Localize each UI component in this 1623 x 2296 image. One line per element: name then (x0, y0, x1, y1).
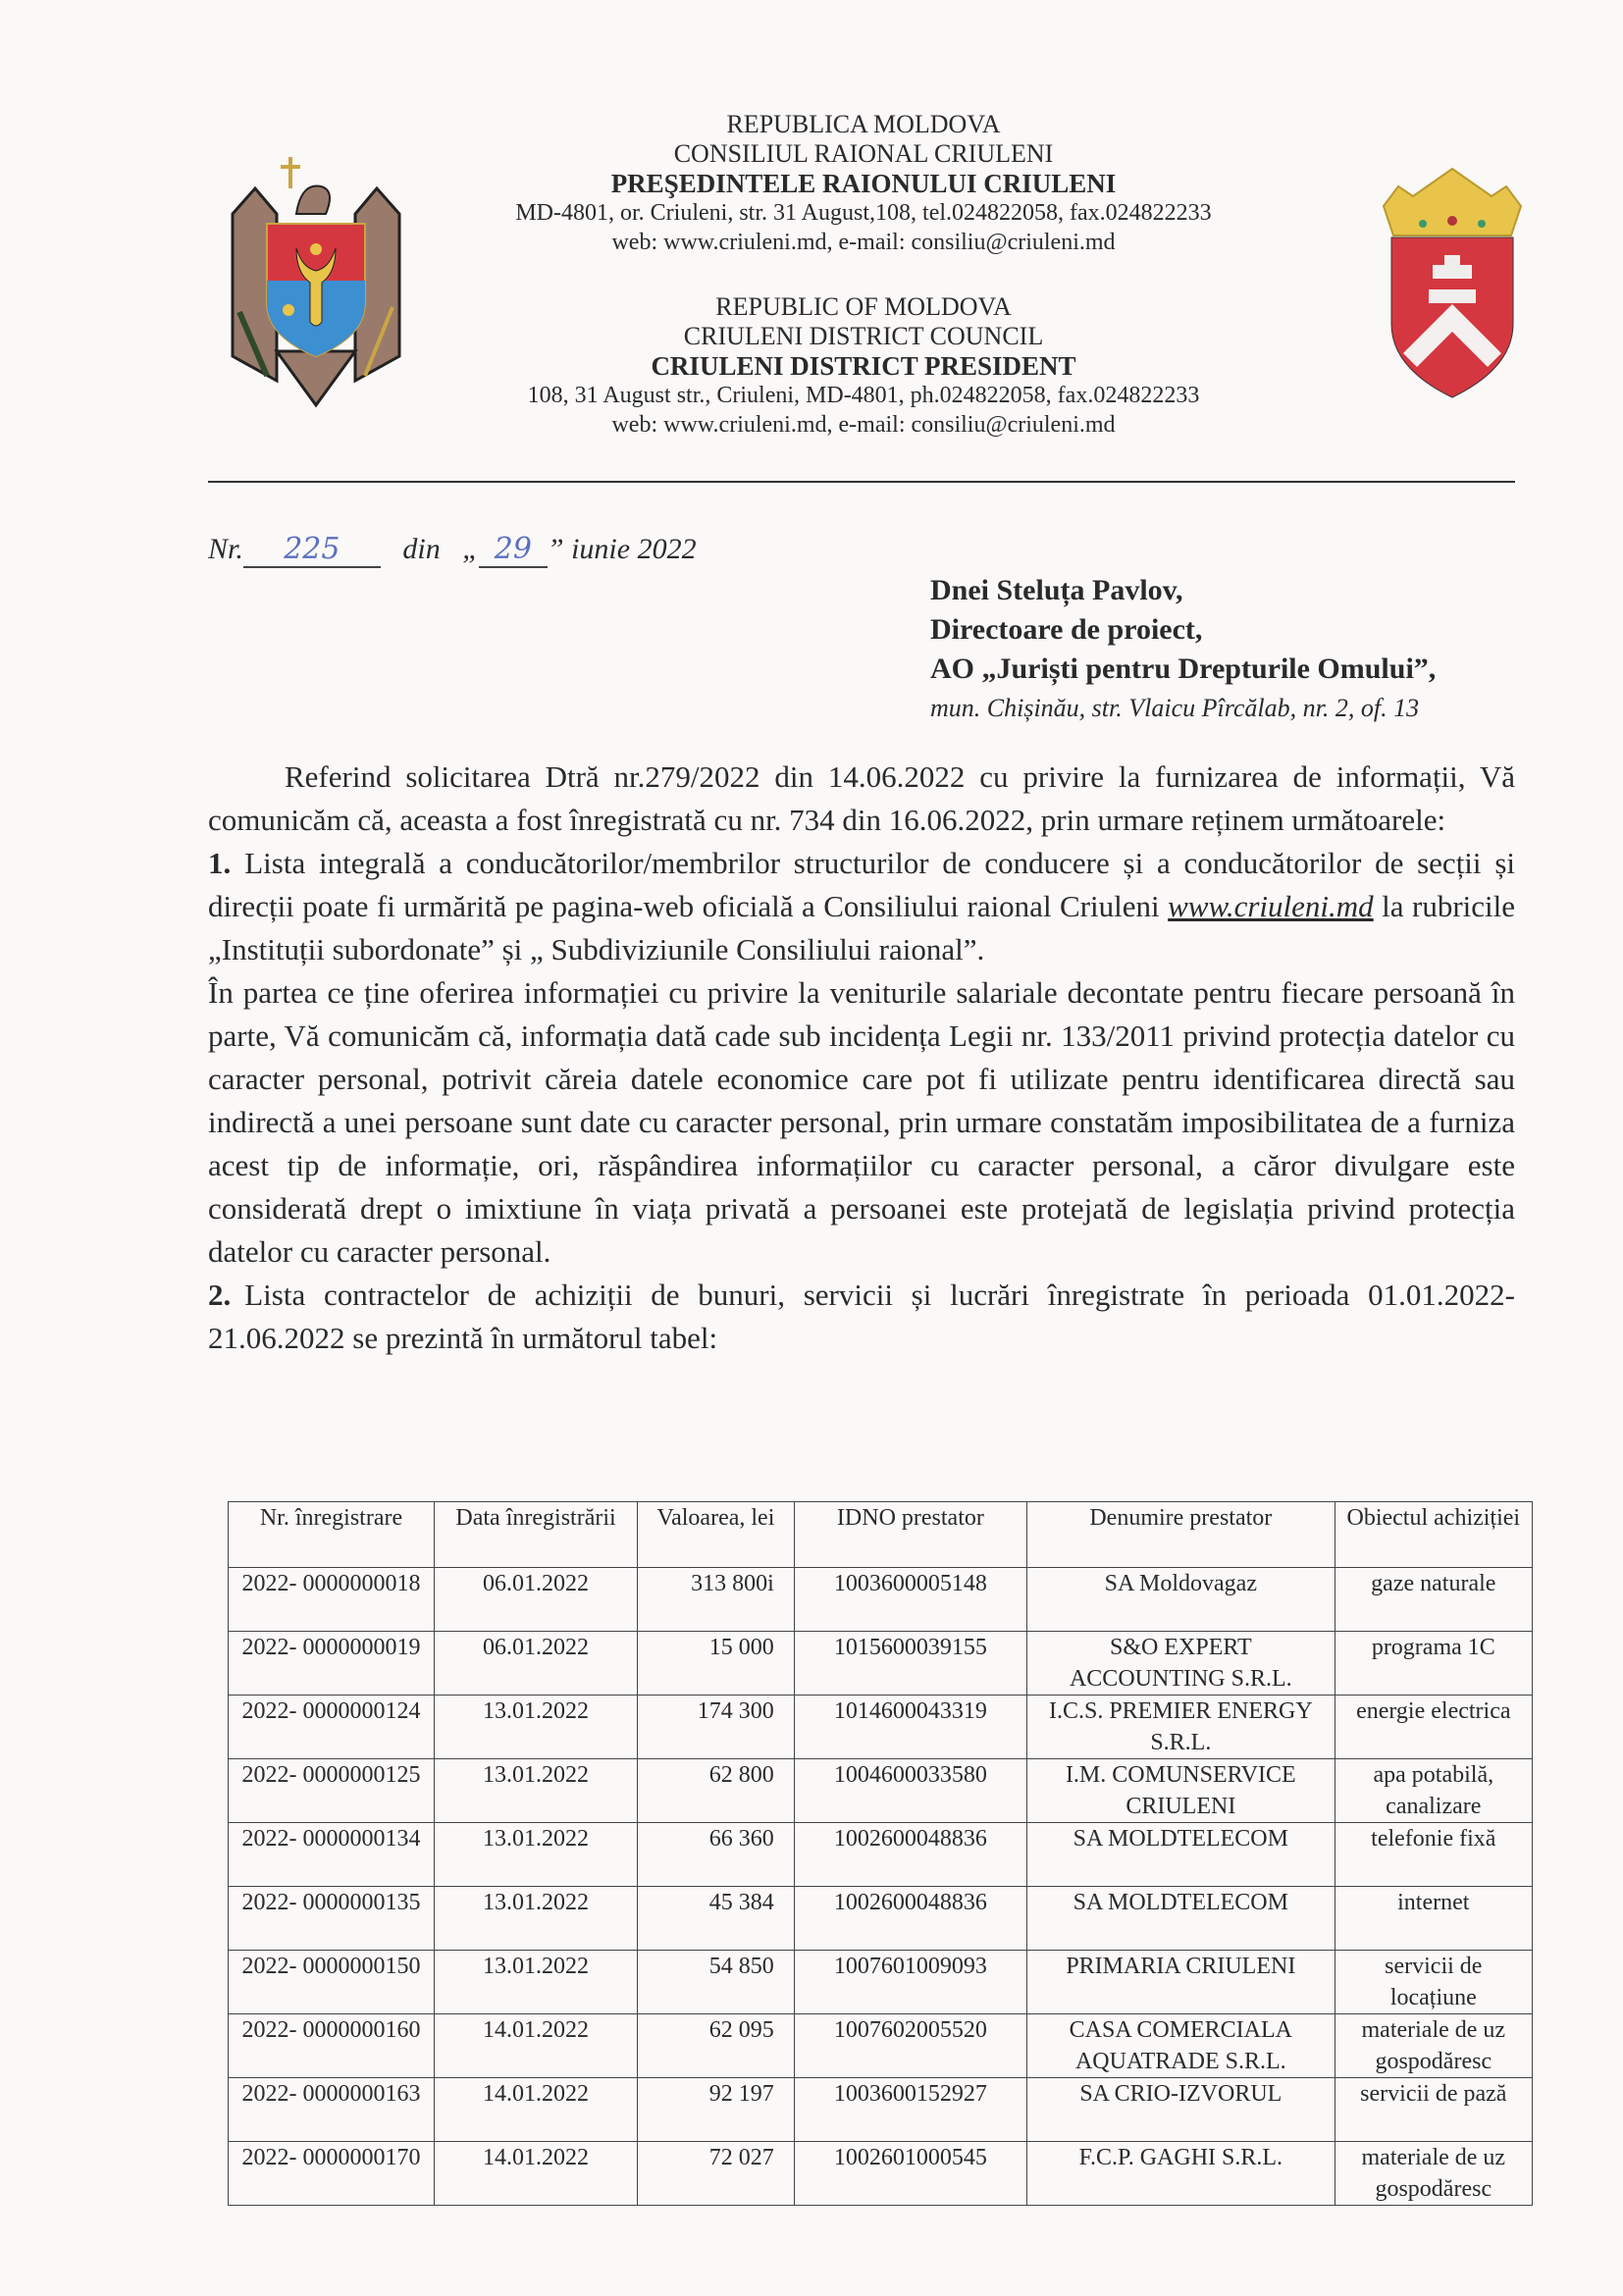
moldova-coat-of-arms-icon (228, 155, 404, 412)
country-name-en: REPUBLIC OF MOLDOVA (715, 292, 1012, 321)
cell-date: 13.01.2022 (434, 1696, 637, 1759)
reference-line (208, 532, 697, 568)
cell-value: 62 095 (638, 2014, 795, 2078)
cell-nr: 2022- 0000000018 (229, 1568, 435, 1632)
cell-idno: 1002601000545 (794, 2142, 1026, 2206)
cell-idno: 1004600033580 (794, 1759, 1026, 1823)
council-name-en: CRIULENI DISTRICT COUNCIL (683, 322, 1044, 350)
cell-idno: 1003600005148 (794, 1568, 1026, 1632)
country-name: REPUBLICA MOLDOVA (726, 110, 1001, 138)
council-name: CONSILIUL RAIONAL CRIULENI (673, 139, 1054, 168)
reference-month-year: iunie 2022 (571, 533, 697, 565)
letterhead-romanian (432, 110, 1295, 257)
cell-date: 13.01.2022 (434, 1759, 637, 1823)
cell-nr: 2022- 0000000163 (229, 2078, 435, 2142)
table-row (229, 1632, 1533, 1696)
table-row (229, 1951, 1533, 2014)
item-1-text-a: Lista integrală a conducătorilor/membrilor structurilor de conducere și a conducătorilor de secții și direcții poate fi urmărită pe pagina-web oficială a Consiliului raional Criuleni (208, 846, 1515, 923)
item-1-text-b: la rubricile „Instituții subordonate” și „ Subdiviziunile Consiliului raional”. (208, 889, 1516, 966)
cell-value: 66 360 (638, 1823, 795, 1887)
cell-object: programa 1C (1335, 1632, 1532, 1696)
cell-value: 92 197 (638, 2078, 795, 2142)
cell-date: 06.01.2022 (434, 1632, 637, 1696)
table-row (229, 2014, 1533, 2078)
cell-object: energie electrica (1335, 1696, 1532, 1759)
col-header-provider: Denumire prestator (1027, 1502, 1335, 1568)
cell-date: 14.01.2022 (434, 2014, 637, 2078)
recipient-title: Directoare de proiect, (930, 613, 1203, 646)
cell-nr: 2022- 0000000160 (229, 2014, 435, 2078)
reference-number: 225 (243, 532, 381, 568)
cell-provider: SA CRIO-IZVORUL (1027, 2078, 1335, 2142)
item-2-text: Lista contractelor de achiziții de bunuri, servicii și lucrări înregistrate în perioada 01.01.2022- 21.06.2022 se prezintă în următorul tabel: (208, 1278, 1515, 1355)
table-row (229, 1568, 1533, 1632)
table-row (229, 1759, 1533, 1823)
table-row (229, 2142, 1533, 2206)
cell-value: 45 384 (638, 1887, 795, 1951)
reference-day: 29 (479, 532, 548, 568)
criuleni-coat-of-arms-icon (1364, 157, 1541, 402)
nr-label: Nr. (208, 533, 243, 565)
cell-provider: I.M. COMUNSERVICE CRIULENI (1027, 1759, 1335, 1823)
letterhead-english (432, 292, 1295, 440)
item-2-paragraph (208, 1274, 1515, 1360)
cell-nr: 2022- 0000000134 (229, 1823, 435, 1887)
letter-body (208, 756, 1515, 1360)
cell-object: internet (1335, 1887, 1532, 1951)
recipient-org: AO „Juriști pentru Drepturile Omului”, (930, 652, 1437, 685)
cell-value: 54 850 (638, 1951, 795, 2014)
cell-value: 62 800 (638, 1759, 795, 1823)
cell-object: telefonie fixă (1335, 1823, 1532, 1887)
cell-idno: 1003600152927 (794, 2078, 1026, 2142)
din-label: din (402, 533, 441, 565)
cell-object: gaze naturale (1335, 1568, 1532, 1632)
cell-provider: SA Moldovagaz (1027, 1568, 1335, 1632)
cell-date: 13.01.2022 (434, 1887, 637, 1951)
cell-object: materiale de uz gospodăresc (1335, 2142, 1532, 2206)
cell-idno: 1002600048836 (794, 1887, 1026, 1951)
cell-idno: 1002600048836 (794, 1823, 1026, 1887)
cell-date: 14.01.2022 (434, 2078, 637, 2142)
recipient-name: Dnei Steluța Pavlov, (930, 574, 1183, 606)
cell-date: 13.01.2022 (434, 1823, 637, 1887)
cell-value: 72 027 (638, 2142, 795, 2206)
col-header-object: Obiectul achiziției (1335, 1502, 1532, 1568)
intro-paragraph: Referind solicitarea Dtră nr.279/2022 din 14.06.2022 cu privire la furnizarea de informații, Vă comunicăm că, aceasta a fost înregistrată cu nr. 734 din 16.06.2022, prin urmare reținem următoarele: (208, 759, 1515, 837)
cell-provider: I.C.S. PREMIER ENERGY S.R.L. (1027, 1696, 1335, 1759)
item-1-privacy-paragraph: În partea ce ține oferirea informației cu privire la veniturile salariale decontate pentru fiecare persoană în parte, Vă comunicăm că, informația dată cade sub incidența Legii nr. 133/2011 privind protecția datelor cu caracter personal, potrivit căreia datele economice care pot fi utilizate pentru identificarea directă sau indirectă a unei persoane sunt date cu caracter personal, prin urmare constatăm imposibilitatea de a furniza acest tip de informație, ori, răspândirea informațiilor cu caracter personal, a căror divulgare este considerată drept o imixtiune în viața privată a persoanei este protejată de legislația privind protecția datelor cu caracter personal. (208, 975, 1515, 1269)
cell-nr: 2022- 0000000125 (229, 1759, 435, 1823)
contracts-table (228, 1501, 1533, 2206)
table-row (229, 1887, 1533, 1951)
col-header-nr: Nr. înregistrare (229, 1502, 435, 1568)
cell-object: servicii de locațiune (1335, 1951, 1532, 2014)
contact-address-en: 108, 31 August str., Criuleni, MD-4801, ph.024822058, fax.024822233 (527, 383, 1200, 408)
cell-nr: 2022- 0000000135 (229, 1887, 435, 1951)
table-row (229, 1696, 1533, 1759)
close-quote: ” (547, 533, 564, 565)
cell-idno: 1007602005520 (794, 2014, 1026, 2078)
cell-date: 14.01.2022 (434, 2142, 637, 2206)
president-title: PREŞEDINTELE RAIONULUI CRIULENI (610, 169, 1117, 198)
cell-provider: CASA COMERCIALA AQUATRADE S.R.L. (1027, 2014, 1335, 2078)
contact-web-en: web: www.criuleni.md, e-mail: consiliu@criuleni.md (611, 412, 1116, 438)
contact-address: MD-4801, or. Criuleni, str. 31 August,108, tel.024822058, fax.024822233 (515, 200, 1212, 226)
item-1-paragraph (208, 842, 1515, 971)
cell-nr: 2022- 0000000019 (229, 1632, 435, 1696)
cell-nr: 2022- 0000000150 (229, 1951, 435, 2014)
col-header-date: Data înregistrării (434, 1502, 637, 1568)
cell-provider: S&O EXPERT ACCOUNTING S.R.L. (1027, 1632, 1335, 1696)
cell-object: apa potabilă, canalizare (1335, 1759, 1532, 1823)
cell-idno: 1015600039155 (794, 1632, 1026, 1696)
recipient-block (930, 571, 1436, 728)
recipient-address: mun. Chișinău, str. Vlaicu Pîrcălab, nr. 2, of. 13 (930, 694, 1420, 722)
cell-object: materiale de uz gospodăresc (1335, 2014, 1532, 2078)
open-quote: „ (462, 533, 479, 565)
cell-nr: 2022- 0000000124 (229, 1696, 435, 1759)
cell-value: 174 300 (638, 1696, 795, 1759)
table-header-row (229, 1502, 1533, 1568)
cell-idno: 1014600043319 (794, 1696, 1026, 1759)
cell-value: 15 000 (638, 1632, 795, 1696)
cell-value: 313 800i (638, 1568, 795, 1632)
contact-web: web: www.criuleni.md, e-mail: consiliu@criuleni.md (611, 230, 1116, 255)
table-row (229, 1823, 1533, 1887)
cell-idno: 1007601009093 (794, 1951, 1026, 2014)
item-1-number: 1. (208, 846, 232, 880)
cell-date: 06.01.2022 (434, 1568, 637, 1632)
cell-provider: SA MOLDTELECOM (1027, 1823, 1335, 1887)
col-header-idno: IDNO prestator (794, 1502, 1026, 1568)
table-row (229, 2078, 1533, 2142)
item-2-number: 2. (208, 1278, 232, 1312)
criuleni-website-link[interactable]: www.criuleni.md (1168, 889, 1374, 923)
cell-provider: PRIMARIA CRIULENI (1027, 1951, 1335, 2014)
col-header-value: Valoarea, lei (638, 1502, 795, 1568)
cell-date: 13.01.2022 (434, 1951, 637, 2014)
header-divider (208, 481, 1515, 483)
cell-object: servicii de pază (1335, 2078, 1532, 2142)
cell-provider: SA MOLDTELECOM (1027, 1887, 1335, 1951)
president-title-en: CRIULENI DISTRICT PRESIDENT (651, 351, 1076, 381)
cell-provider: F.C.P. GAGHI S.R.L. (1027, 2142, 1335, 2206)
cell-nr: 2022- 0000000170 (229, 2142, 435, 2206)
